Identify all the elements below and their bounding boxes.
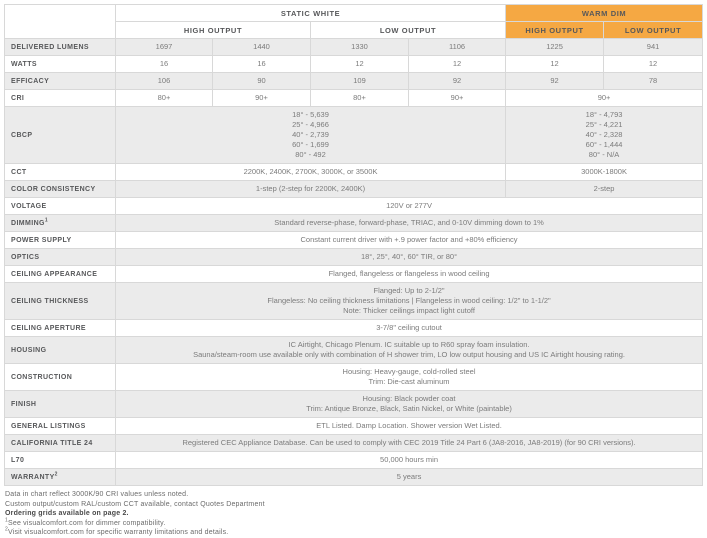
value-cell: 120V or 277V bbox=[116, 198, 703, 215]
table-row bbox=[5, 391, 703, 418]
table-row bbox=[5, 198, 703, 215]
row-label: CEILING APPEARANCE bbox=[5, 266, 116, 283]
value-cell: 106 bbox=[116, 73, 213, 90]
table-row bbox=[5, 337, 703, 364]
table-row bbox=[5, 283, 703, 320]
value-cell: 2200K, 2400K, 2700K, 3000K, or 3500K bbox=[116, 164, 506, 181]
value-cell: 1440 bbox=[213, 39, 311, 56]
value-cell: 80+ bbox=[116, 90, 213, 107]
subheader-warmdim-low-output: LOW OUTPUT bbox=[604, 22, 703, 39]
value-cell: 12 bbox=[506, 56, 604, 73]
table-row bbox=[5, 320, 703, 337]
value-cell: 18°, 25°, 40°, 60° TIR, or 80° bbox=[116, 249, 703, 266]
value-cell: 12 bbox=[311, 56, 409, 73]
value-cell: 3000K-1800K bbox=[506, 164, 703, 181]
value-cell: Flanged: Up to 2-1/2" Flangeless: No ceiling thickness limitations | Flangeless in wood ceiling: 1/2" to 1-1/2" Note: Thicker ceilings impact light cutoff bbox=[116, 283, 703, 320]
row-label: CONSTRUCTION bbox=[5, 364, 116, 391]
row-label: EFFICACY bbox=[5, 73, 116, 90]
row-label: WATTS bbox=[5, 56, 116, 73]
value-cell: 80+ bbox=[311, 90, 409, 107]
table-row bbox=[5, 418, 703, 435]
value-cell: 92 bbox=[506, 73, 604, 90]
footnote-line: Custom output/custom RAL/custom CCT available, contact Quotes Department bbox=[5, 500, 265, 508]
row-label: FINISH bbox=[5, 391, 116, 418]
spec-table-body bbox=[5, 39, 703, 486]
value-cell: 50,000 hours min bbox=[116, 452, 703, 469]
table-row bbox=[5, 107, 703, 164]
table-row bbox=[5, 249, 703, 266]
table-row bbox=[5, 56, 703, 73]
table-row bbox=[5, 232, 703, 249]
corner-spacer bbox=[5, 5, 116, 39]
value-cell: 3-7/8" ceiling cutout bbox=[116, 320, 703, 337]
row-label: VOLTAGE bbox=[5, 198, 116, 215]
row-label: CBCP bbox=[5, 107, 116, 164]
row-label: HOUSING bbox=[5, 337, 116, 364]
table-row bbox=[5, 215, 703, 232]
value-cell: Constant current driver with +.9 power factor and +80% efficiency bbox=[116, 232, 703, 249]
row-label: DELIVERED LUMENS bbox=[5, 39, 116, 56]
footnote-line: $^2$Visit visualcomfort.com for specific warranty limitations and details. bbox=[5, 526, 229, 536]
value-cell: 92 bbox=[409, 73, 506, 90]
value-cell: Standard reverse-phase, forward-phase, TRIAC, and 0-10V dimming down to 1% bbox=[116, 215, 703, 232]
footnote-line: Data in chart reflect 3000K/90 CRI values unless noted. bbox=[5, 491, 189, 498]
value-cell: 90+ bbox=[506, 90, 703, 107]
value-cell: 18° - 5,639 25° - 4,966 40° - 2,739 60° - 1,699 80° - 492 bbox=[116, 107, 506, 164]
column-group-warm-dim: WARM DIM bbox=[506, 5, 703, 22]
value-cell: 12 bbox=[604, 56, 703, 73]
row-label: WARRANTY$^2$ bbox=[5, 469, 116, 486]
subheader-warmdim-high-output: HIGH OUTPUT bbox=[506, 22, 604, 39]
row-label: CEILING THICKNESS bbox=[5, 283, 116, 320]
table-row bbox=[5, 452, 703, 469]
subheader-static-low-output: LOW OUTPUT bbox=[311, 22, 506, 39]
value-cell: 1-step (2-step for 2200K, 2400K) bbox=[116, 181, 506, 198]
footnote-line: $^1$See visualcomfort.com for dimmer compatibility. bbox=[5, 517, 166, 527]
value-cell: 90 bbox=[213, 73, 311, 90]
value-cell: Housing: Heavy-gauge, cold-rolled steel Trim: Die-cast aluminum bbox=[116, 364, 703, 391]
row-label: POWER SUPPLY bbox=[5, 232, 116, 249]
value-cell: 1330 bbox=[311, 39, 409, 56]
table-row bbox=[5, 364, 703, 391]
value-cell: IC Airtight, Chicago Plenum. IC suitable up to R60 spray foam insulation. Sauna/steam-room use available only with combination of H shower trim, LO low output housing and US IC Airtight housing rating. bbox=[116, 337, 703, 364]
row-label: OPTICS bbox=[5, 249, 116, 266]
table-row bbox=[5, 181, 703, 198]
value-cell: 1697 bbox=[116, 39, 213, 56]
table-row bbox=[5, 90, 703, 107]
table-row bbox=[5, 164, 703, 181]
spec-table bbox=[4, 4, 703, 486]
footnotes bbox=[5, 490, 695, 538]
footnote-line: Ordering grids available on page 2. bbox=[5, 510, 129, 517]
table-row bbox=[5, 73, 703, 90]
value-cell: 16 bbox=[213, 56, 311, 73]
value-cell: 109 bbox=[311, 73, 409, 90]
row-label: CCT bbox=[5, 164, 116, 181]
header-group-row bbox=[5, 5, 703, 22]
value-cell: Housing: Black powder coat Trim: Antique Bronze, Black, Satin Nickel, or White (paintable) bbox=[116, 391, 703, 418]
value-cell: Flanged, flangeless or flangeless in wood ceiling bbox=[116, 266, 703, 283]
column-group-static-white: STATIC WHITE bbox=[116, 5, 506, 22]
value-cell: 12 bbox=[409, 56, 506, 73]
value-cell: 5 years bbox=[116, 469, 703, 486]
value-cell: 16 bbox=[116, 56, 213, 73]
value-cell: 1106 bbox=[409, 39, 506, 56]
value-cell: ETL Listed. Damp Location. Shower version Wet Listed. bbox=[116, 418, 703, 435]
value-cell: 90+ bbox=[409, 90, 506, 107]
value-cell: 1225 bbox=[506, 39, 604, 56]
subheader-static-high-output: HIGH OUTPUT bbox=[116, 22, 311, 39]
value-cell: Registered CEC Appliance Database. Can be used to comply with CEC 2019 Title 24 Part 6 (JA8-2016, JA8-2019) (for 90 CRI versions). bbox=[116, 435, 703, 452]
value-cell: 78 bbox=[604, 73, 703, 90]
value-cell: 90+ bbox=[213, 90, 311, 107]
row-label: CEILING APERTURE bbox=[5, 320, 116, 337]
table-row bbox=[5, 469, 703, 486]
row-label: L70 bbox=[5, 452, 116, 469]
row-label: CRI bbox=[5, 90, 116, 107]
row-label: CALIFORNIA TITLE 24 bbox=[5, 435, 116, 452]
table-row bbox=[5, 435, 703, 452]
value-cell: 18° - 4,793 25° - 4,221 40° - 2,328 60° - 1,444 80° - N/A bbox=[506, 107, 703, 164]
value-cell: 2-step bbox=[506, 181, 703, 198]
row-label: GENERAL LISTINGS bbox=[5, 418, 116, 435]
row-label: DIMMING$^1$ bbox=[5, 215, 116, 232]
row-label: COLOR CONSISTENCY bbox=[5, 181, 116, 198]
table-row bbox=[5, 39, 703, 56]
value-cell: 941 bbox=[604, 39, 703, 56]
table-row bbox=[5, 266, 703, 283]
